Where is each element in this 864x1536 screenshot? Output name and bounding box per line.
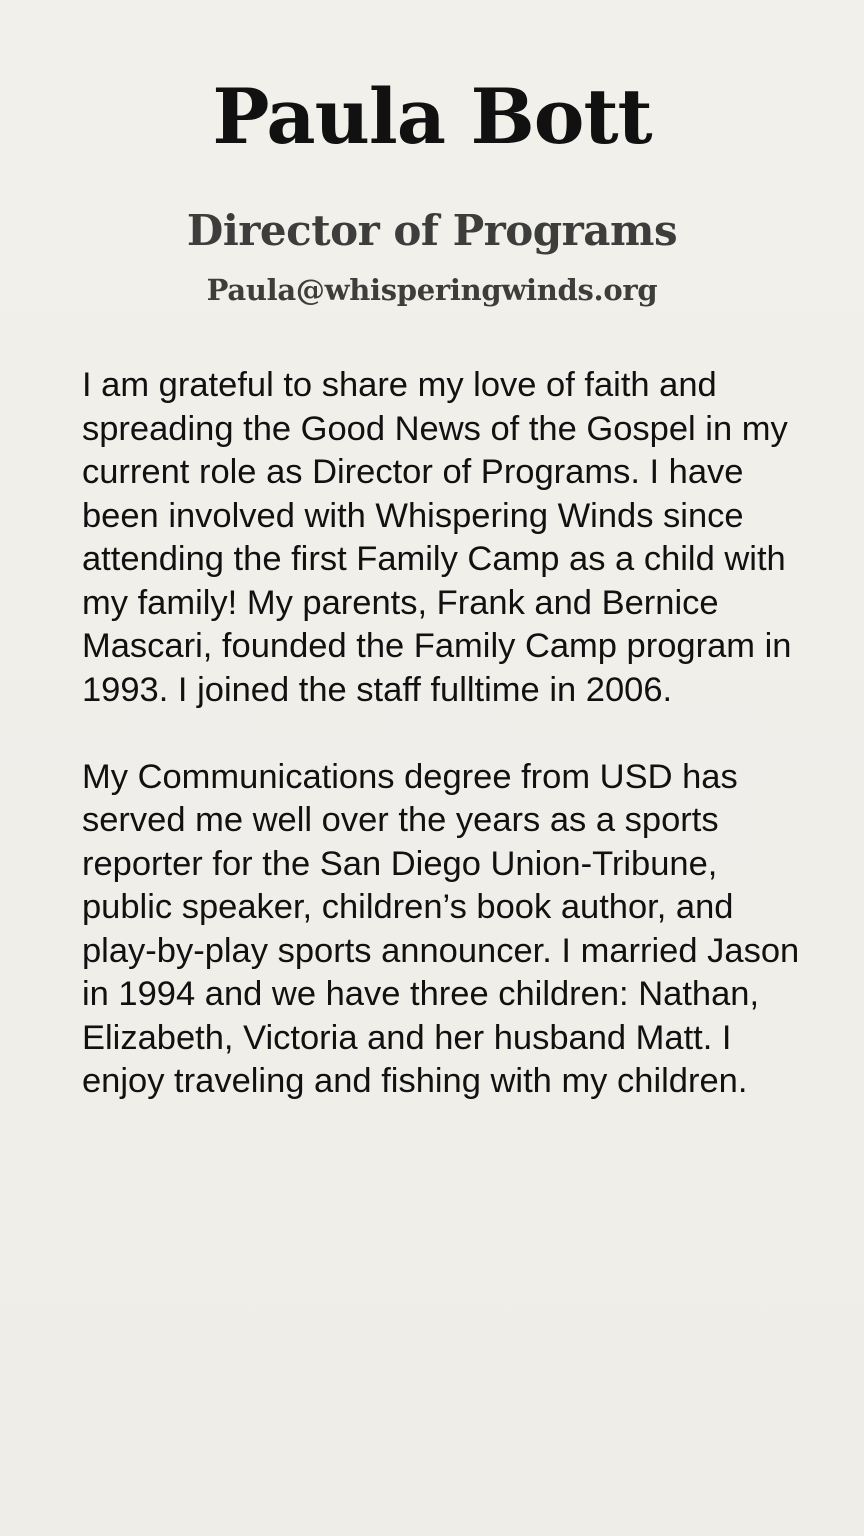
person-name: Paula Bott xyxy=(212,72,652,161)
job-title: Director of Programs xyxy=(186,206,678,255)
bio-paragraph-1: I am grateful to share my love of faith and spreading the Good News of the Gospel in my current role as Director of Programs. I have been involved with Whispering Winds since attending the first Family Camp as a child with my family! My parents, Frank and Bernice Mascari, founded the Family Camp program in 1993. I joined the staff fulltime in 2006. xyxy=(82,366,792,709)
bio-section xyxy=(82,364,802,1147)
bio-paragraph-2: My Communications degree from USD has served me well over the years as a sports reporter for the San Diego Union-Tribune, public speaker, children’s book author, and play-by-play sports announcer. I married Jason in 1994 and we have three children: Nathan, Elizabeth, Victoria and her husband Matt. I enjoy traveling and fishing with my children. xyxy=(82,757,800,1100)
email-address: Paula@whisperingwinds.org xyxy=(206,273,658,307)
